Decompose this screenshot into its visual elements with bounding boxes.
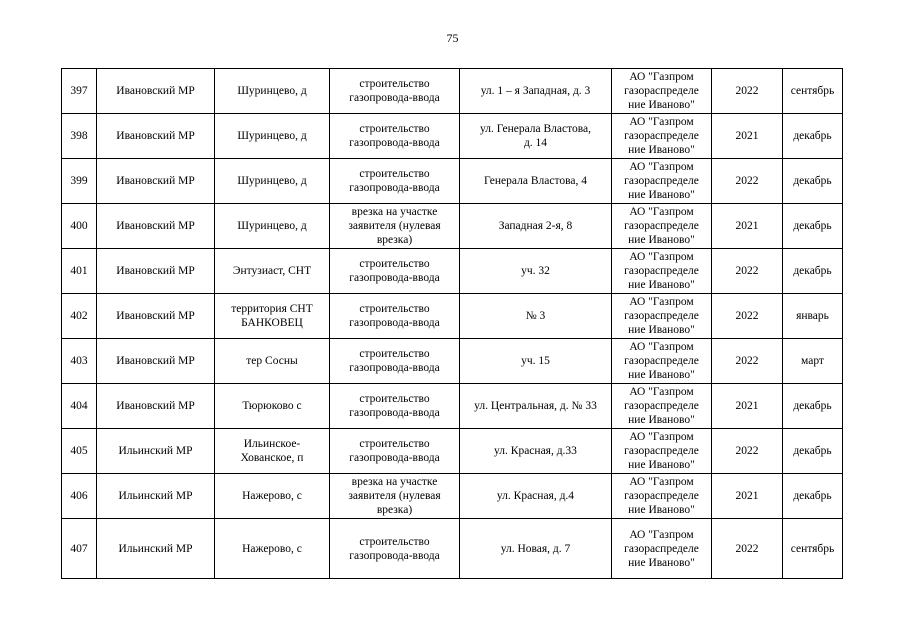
settlement-cell: Шуринцево, д (215, 159, 330, 204)
organization-cell-line: АО "Газпром (629, 341, 694, 353)
address-cell (460, 429, 612, 474)
table-row (62, 519, 843, 579)
work-type-cell-line: заявителя (нулевая (348, 220, 441, 232)
work-type-cell (330, 384, 460, 429)
organization-cell (612, 384, 712, 429)
month-cell: декабрь (783, 429, 843, 474)
settlement-cell: тер Сосны (215, 339, 330, 384)
address-cell-line: ул. Новая, д. 7 (500, 542, 571, 555)
address-cell (460, 69, 612, 114)
table-row (62, 249, 843, 294)
row-number-cell: 402 (62, 294, 97, 339)
address-cell-line: уч. 32 (521, 265, 550, 277)
address-cell-line: ул. 1 – я Западная, д. 3 (480, 85, 591, 97)
settlement-cell-line: Хованское, п (240, 452, 304, 464)
month-cell: декабрь (783, 114, 843, 159)
table-row (62, 69, 843, 114)
address-cell (460, 204, 612, 249)
table-row (62, 339, 843, 384)
work-type-cell-line: врезка) (376, 504, 413, 516)
settlement-cell-line: БАНКОВЕЦ (241, 317, 303, 329)
organization-cell-line: ние Иваново" (628, 324, 695, 336)
settlement-cell: Нажерово, с (215, 474, 330, 519)
organization-cell (612, 204, 712, 249)
work-type-cell-line: строительство (359, 168, 430, 180)
settlement-cell (215, 294, 330, 339)
year-cell: 2022 (712, 69, 783, 114)
address-cell (460, 249, 612, 294)
work-type-cell (330, 249, 460, 294)
row-number-cell: 400 (62, 204, 97, 249)
month-cell: декабрь (783, 204, 843, 249)
organization-cell (612, 294, 712, 339)
month-cell: декабрь (783, 249, 843, 294)
address-cell-line: уч. 15 (521, 355, 550, 367)
organization-cell-line: ние Иваново" (628, 459, 695, 471)
row-number-cell: 405 (62, 429, 97, 474)
work-type-cell-line: строительство (359, 438, 430, 450)
work-type-cell-line: газопровода-ввода (349, 452, 440, 464)
work-type-cell-line: врезка на участке (351, 206, 438, 218)
organization-cell-line: АО "Газпром (629, 476, 694, 488)
organization-cell (612, 249, 712, 294)
organization-cell (612, 339, 712, 384)
row-number-cell: 407 (62, 519, 97, 579)
district-cell: Ивановский МР (97, 339, 215, 384)
organization-cell-line: газораспределе (624, 175, 699, 187)
organization-cell-line: АО "Газпром (629, 528, 694, 541)
work-type-cell (330, 429, 460, 474)
organization-cell (612, 159, 712, 204)
organization-cell-line: АО "Газпром (629, 296, 694, 308)
settlement-cell: Нажерово, с (215, 519, 330, 579)
organization-cell-line: АО "Газпром (629, 161, 694, 173)
work-type-cell (330, 114, 460, 159)
district-cell: Ивановский МР (97, 114, 215, 159)
row-number-cell: 404 (62, 384, 97, 429)
settlement-cell: Шуринцево, д (215, 69, 330, 114)
address-cell (460, 474, 612, 519)
work-type-cell-line: газопровода-ввода (349, 137, 440, 149)
table-row (62, 159, 843, 204)
row-number-cell: 403 (62, 339, 97, 384)
work-type-cell-line: строительство (359, 78, 430, 90)
organization-cell-line: АО "Газпром (629, 116, 694, 128)
settlement-cell (215, 429, 330, 474)
organization-cell-line: ние Иваново" (628, 189, 695, 201)
organization-cell-line: ние Иваново" (628, 504, 695, 516)
address-cell (460, 294, 612, 339)
organization-cell-line: АО "Газпром (629, 431, 694, 443)
organization-cell-line: газораспределе (624, 85, 699, 97)
organization-cell-line: ние Иваново" (628, 234, 695, 246)
district-cell: Ивановский МР (97, 249, 215, 294)
address-cell-line: ул. Красная, д.4 (496, 490, 575, 502)
address-cell-line: ул. Центральная, д. № 33 (474, 400, 597, 412)
organization-cell (612, 519, 712, 579)
district-cell: Ивановский МР (97, 384, 215, 429)
settlement-cell: Шуринцево, д (215, 114, 330, 159)
work-type-cell-line: газопровода-ввода (349, 272, 440, 284)
address-cell (460, 384, 612, 429)
page-number: 75 (446, 31, 459, 45)
organization-cell-line: газораспределе (624, 542, 699, 555)
district-cell: Ильинский МР (97, 429, 215, 474)
organization-cell-line: ние Иваново" (628, 556, 695, 569)
organization-cell-line: ние Иваново" (628, 279, 695, 291)
address-cell-line: ул. Красная, д.33 (494, 445, 577, 457)
organization-cell-line: газораспределе (624, 445, 699, 457)
address-cell-line: Западная 2-я, 8 (498, 220, 573, 232)
work-type-cell (330, 204, 460, 249)
organization-cell-line: АО "Газпром (629, 251, 694, 263)
work-type-cell (330, 519, 460, 579)
organization-cell-line: газораспределе (624, 265, 699, 277)
year-cell: 2022 (712, 519, 783, 579)
organization-cell-line: газораспределе (624, 130, 699, 142)
address-cell (460, 159, 612, 204)
work-type-cell-line: строительство (359, 258, 430, 270)
year-cell: 2022 (712, 339, 783, 384)
month-cell: январь (783, 294, 843, 339)
work-type-cell-line: газопровода-ввода (349, 317, 440, 329)
year-cell: 2021 (712, 384, 783, 429)
address-cell-line: № 3 (525, 310, 546, 322)
work-type-cell-line: газопровода-ввода (349, 362, 440, 374)
organization-cell-line: АО "Газпром (629, 386, 694, 398)
month-cell: сентябрь (783, 519, 843, 579)
settlement-cell: Шуринцево, д (215, 204, 330, 249)
address-cell-line: ул. Генерала Властова, (479, 123, 592, 135)
month-cell: март (783, 339, 843, 384)
organization-cell (612, 69, 712, 114)
organization-cell-line: ние Иваново" (628, 414, 695, 426)
work-type-cell (330, 159, 460, 204)
organization-cell-line: газораспределе (624, 400, 699, 412)
work-type-cell-line: строительство (359, 348, 430, 360)
organization-cell (612, 474, 712, 519)
table-body (62, 69, 843, 579)
organization-cell-line: АО "Газпром (629, 71, 694, 83)
table-row (62, 474, 843, 519)
address-cell (460, 519, 612, 579)
work-type-cell-line: врезка) (376, 234, 413, 246)
settlement-cell-line: Ильинское- (243, 438, 301, 450)
table-row (62, 114, 843, 159)
year-cell: 2022 (712, 159, 783, 204)
table-row (62, 204, 843, 249)
row-number-cell: 401 (62, 249, 97, 294)
year-cell: 2021 (712, 204, 783, 249)
year-cell: 2021 (712, 474, 783, 519)
row-number-cell: 399 (62, 159, 97, 204)
address-cell-line: д. 14 (523, 137, 548, 149)
row-number-cell: 406 (62, 474, 97, 519)
work-type-cell-line: строительство (359, 123, 430, 135)
table-row (62, 294, 843, 339)
table-row (62, 429, 843, 474)
year-cell: 2022 (712, 249, 783, 294)
work-type-cell-line: газопровода-ввода (349, 182, 440, 194)
year-cell: 2022 (712, 429, 783, 474)
organization-cell-line: газораспределе (624, 355, 699, 367)
settlement-cell: Энтузиаст, СНТ (215, 249, 330, 294)
row-number-cell: 398 (62, 114, 97, 159)
work-type-cell (330, 339, 460, 384)
month-cell: декабрь (783, 474, 843, 519)
work-type-cell-line: строительство (359, 303, 430, 315)
organization-cell-line: газораспределе (624, 220, 699, 232)
organization-cell-line: газораспределе (624, 310, 699, 322)
work-type-cell (330, 294, 460, 339)
work-type-cell (330, 474, 460, 519)
organization-cell (612, 114, 712, 159)
work-type-cell-line: заявителя (нулевая (348, 490, 441, 502)
district-cell: Ильинский МР (97, 474, 215, 519)
work-type-cell-line: газопровода-ввода (349, 92, 440, 104)
address-cell (460, 339, 612, 384)
address-cell-line: Генерала Властова, 4 (484, 175, 587, 187)
work-type-cell-line: строительство (359, 535, 430, 548)
organization-cell-line: АО "Газпром (629, 206, 694, 218)
year-cell: 2022 (712, 294, 783, 339)
district-cell: Ивановский МР (97, 204, 215, 249)
district-cell: Ильинский МР (97, 519, 215, 579)
organization-cell-line: ние Иваново" (628, 144, 695, 156)
district-cell: Ивановский МР (97, 159, 215, 204)
settlement-cell-line: территория СНТ (231, 303, 313, 315)
month-cell: сентябрь (783, 69, 843, 114)
table-row (62, 384, 843, 429)
organization-cell-line: ние Иваново" (628, 99, 695, 111)
month-cell: декабрь (783, 384, 843, 429)
work-type-cell (330, 69, 460, 114)
month-cell: декабрь (783, 159, 843, 204)
year-cell: 2021 (712, 114, 783, 159)
district-cell: Ивановский МР (97, 69, 215, 114)
work-type-cell-line: врезка на участке (351, 476, 438, 488)
settlement-cell: Тюрюково с (215, 384, 330, 429)
work-type-cell-line: газопровода-ввода (349, 549, 440, 562)
data-table (61, 68, 843, 579)
work-type-cell-line: газопровода-ввода (349, 407, 440, 419)
organization-cell-line: газораспределе (624, 490, 699, 502)
district-cell: Ивановский МР (97, 294, 215, 339)
organization-cell-line: ние Иваново" (628, 369, 695, 381)
address-cell (460, 114, 612, 159)
organization-cell (612, 429, 712, 474)
row-number-cell: 397 (62, 69, 97, 114)
work-type-cell-line: строительство (359, 393, 430, 405)
